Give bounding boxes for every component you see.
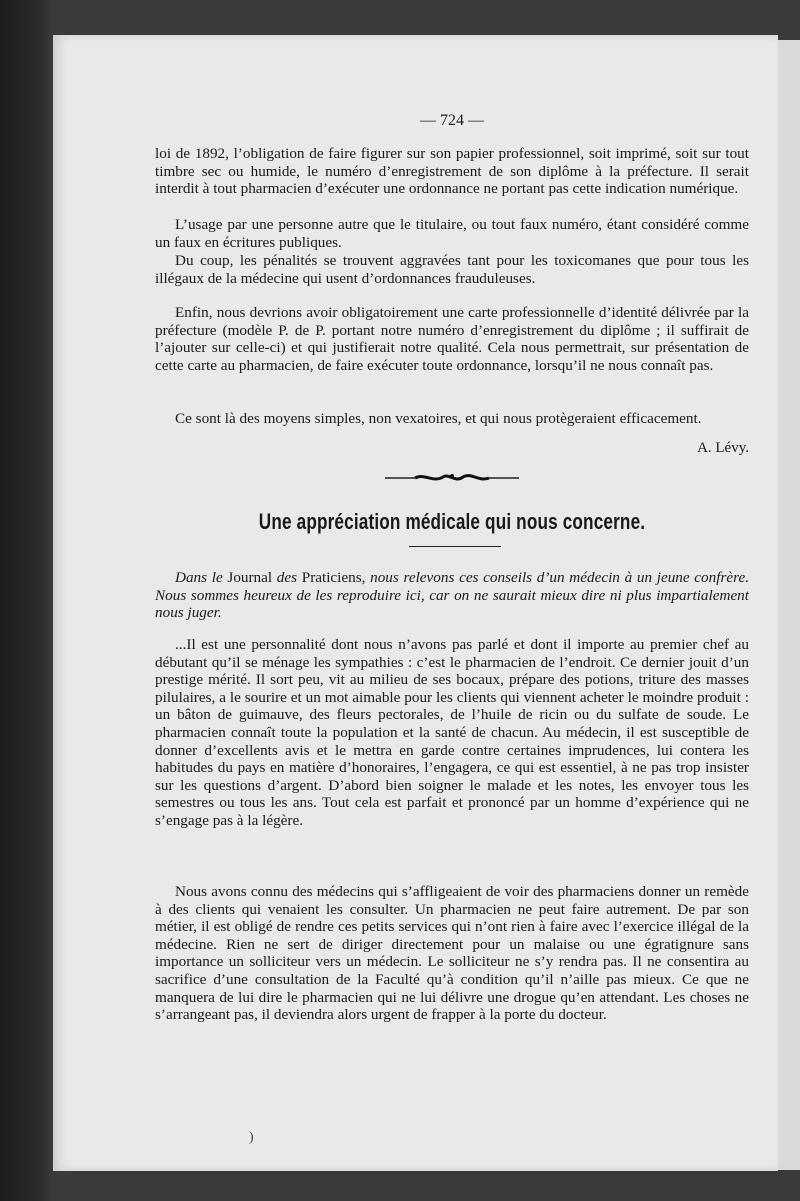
article-headline: Une appréciation médicale qui nous concerne.	[258, 509, 646, 534]
page-number: — 724 —	[420, 112, 484, 129]
paragraph-medecins: Nous avons connu des médecins qui s’affligeaient de voir des pharmaciens donner un remède à des clients qui venaient les consulter. Un pharmacien ne peut faire autrement. De par son métier, il est obligé de rendre ces petits services qui n’ont rien à faire avec l’exercice illégal de la médecine. Rien ne sert de diriger directement pour un malaise ou une égratignure sans importance un solliciteur vers un médecin. Le solliciteur ne s’y rendra pas. Il ne consentira au sacrifice d’une consultation de la Faculté qu’à condition qu’il n’aille pas mieux. Ce que ne manquera de lui dire le pharmacien qui ne lui délivre une drogue qu’en attendant. Les choses ne s’arrangeant pas, il deviendra alors urgent de frapper à la porte du docteur.	[155, 883, 749, 1024]
paragraph-moyens: Ce sont là des moyens simples, non vexatoires, et qui nous protègeraient efficacement.	[175, 410, 702, 427]
headline-rule	[409, 546, 501, 547]
intro-text-3: , nous relevons ces conseils d’un médecin à un jeune confrère. Nous sommes heureux de les reproduire ici, car on ne saurait mieux dire ni plus impartialement nous juger.	[155, 569, 749, 622]
author-signature: A. Lévy.	[697, 440, 749, 456]
paragraph-usage: L’usage par une personne autre que le titulaire, ou tout faux numéro, étant considéré comme un faux en écritures publiques.	[155, 216, 749, 251]
paragraph-pharmacien: ...Il est une personnalité dont nous n’avons pas parlé et dont il importe au premier chef au débutant qu’il se ménage les sympathies : c’est le pharmacien de l’endroit. Ce dernier jouit d’un prestige mérité. Il sort peu, vit au milieu de ses bocaux, prépare des potions, triture des masses pilulaires, a le sourire et un mot aimable pour les clients qui viennent acheter le moindre produit : un bâton de guimauve, des fleurs pectorales, de l’huile de ricin ou du sulfate de soude. Le pharmacien connaît toute la population et la santé de chacun. Au médecin, il est susceptible de donner d’excellents avis et le mettra en garde contre certaines imprudences, lui contera les habitudes du pays en matière d’honoraires, l’engagera, ce qui est essentiel, à ne pas trop insister sur les questions d’argent. D’abord bien soigner le malade et les notes, les envoyer tous les semestres ou tous les ans. Tout cela est parfait et prononcé par un homme d’expérience qui ne s’engage pas à la légère.	[155, 636, 749, 829]
decorative-ornament	[385, 471, 519, 485]
journal-word: Journal	[227, 569, 273, 586]
praticiens-word: Praticiens	[301, 569, 362, 586]
intro-text-1: Dans le	[175, 569, 228, 586]
footer-mark: )	[249, 1130, 254, 1145]
article-intro	[155, 569, 749, 622]
paragraph-penalites: Du coup, les pénalités se trouvent aggravées tant pour les toxicomanes que pour tous les illégaux de la médecine qui usent d’ordonnances frauduleuses.	[155, 252, 749, 287]
document-page	[53, 35, 778, 1171]
paragraph-loi: loi de 1892, l’obligation de faire figurer sur son papier professionnel, soit imprimé, soit sur tout timbre sec ou humide, le numéro d’enregistrement de son diplôme à la préfecture. Il serait interdit à tout pharmacien d’exécuter une ordonnance ne portant pas cette indication numérique.	[155, 145, 749, 198]
paragraph-carte: Enfin, nous devrions avoir obligatoirement une carte professionnelle d’identité délivrée par la préfecture (modèle P. de P. portant notre numéro d’enregistrement du diplôme ; il suffirait de l’ajouter sur celle-ci) et qui justifierait notre qualité. Cela nous permettrait, sur présentation de cette carte au pharmacien, de faire exécuter toute ordonnance, lorsqu’il ne nous connaît pas.	[155, 304, 749, 374]
intro-text-2: des	[272, 569, 302, 586]
